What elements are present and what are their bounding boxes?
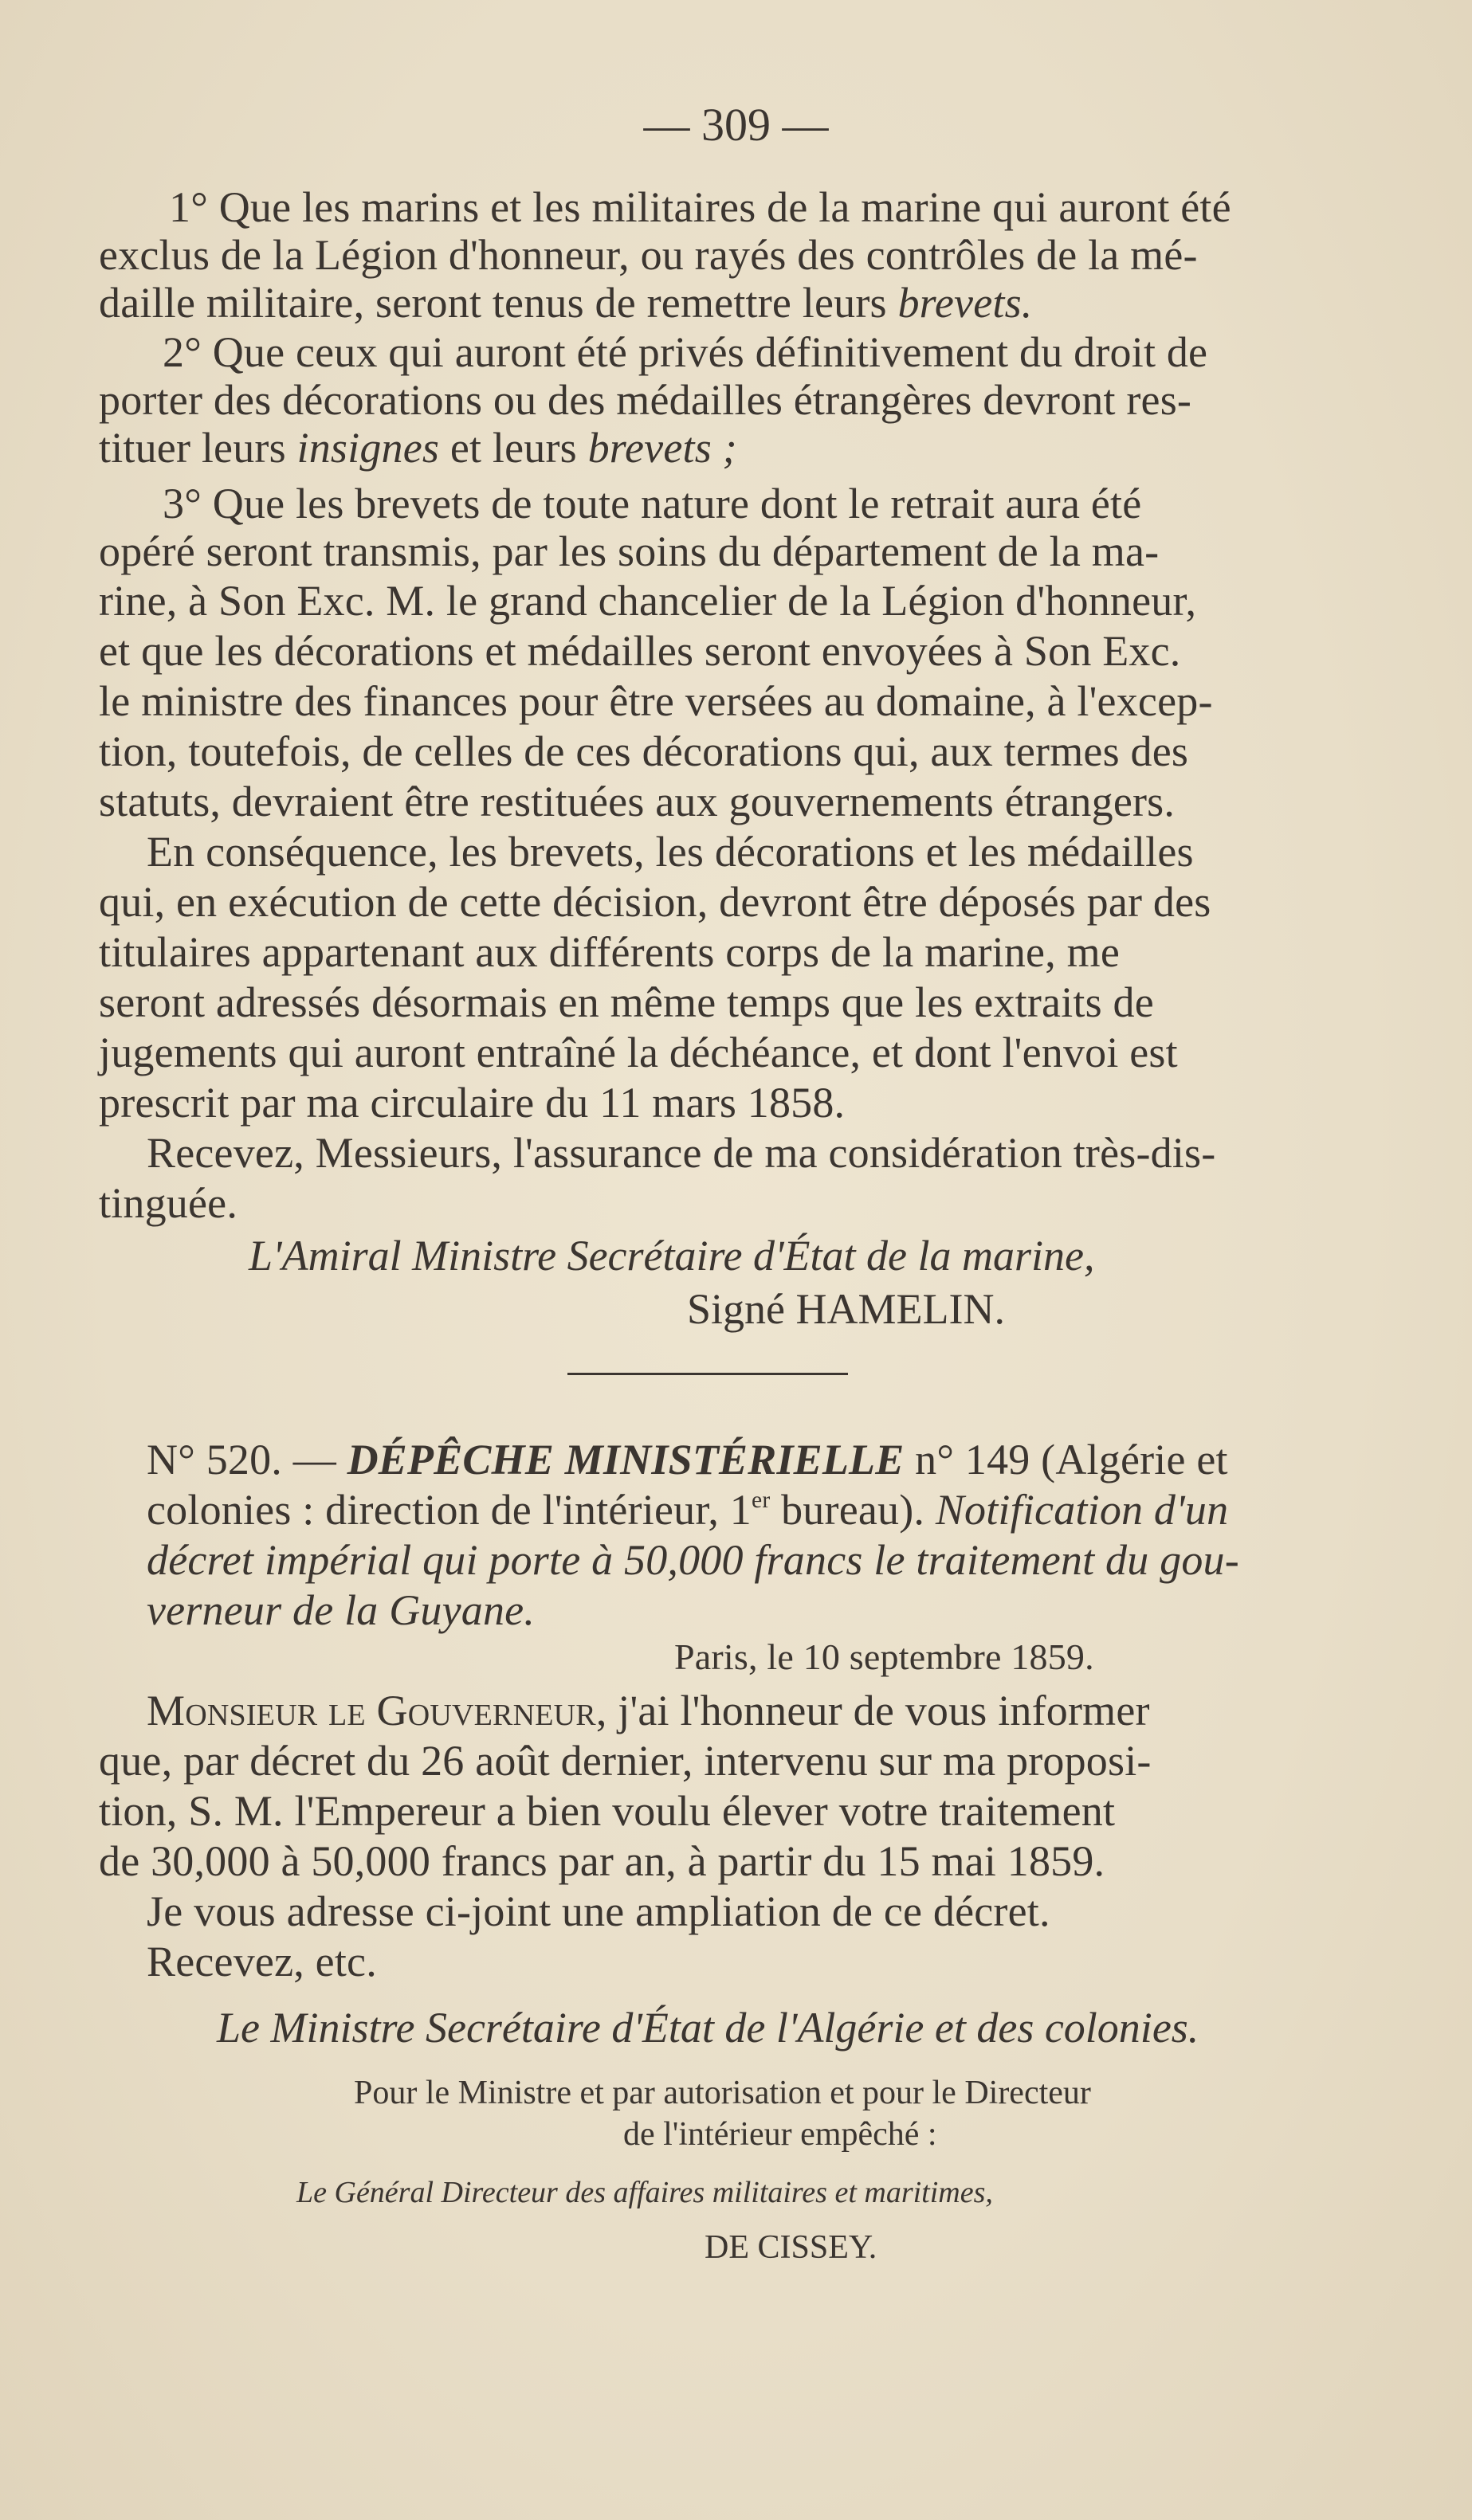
text-line: seront adressés désormais en même temps que les extraits de bbox=[99, 978, 1154, 1026]
text-line: daille militaire, seront tenus de remettre leurs brevets. bbox=[99, 279, 1033, 327]
text-line: prescrit par ma circulaire du 11 mars 1858. bbox=[99, 1079, 846, 1127]
text-line: rine, à Son Exc. M. le grand chancelier de la Légion d'honneur, bbox=[99, 577, 1197, 625]
dispatch-heading: décret impérial qui porte à 50,000 francs le traitement du gou- bbox=[147, 1536, 1239, 1584]
dispatch-date: Paris, le 10 septembre 1859. bbox=[674, 1636, 1094, 1677]
text-line: Recevez, Messieurs, l'assurance de ma considération très-dis- bbox=[147, 1129, 1216, 1177]
text-line: porter des décorations ou des médailles étrangères devront res- bbox=[99, 376, 1192, 424]
text-line: et que les décorations et médailles seront envoyées à Son Exc. bbox=[99, 627, 1181, 675]
signature-name: Signé HAMELIN. bbox=[687, 1285, 1005, 1333]
signature-name: DE CISSEY. bbox=[705, 2229, 877, 2266]
signature-line: Pour le Ministre et par autorisation et pour le Directeur bbox=[354, 2075, 1091, 2111]
text-line: de 30,000 à 50,000 francs par an, à partir du 15 mai 1859. bbox=[99, 1837, 1105, 1885]
dispatch-heading: N° 520. — DÉPÊCHE MINISTÉRIELLE n° 149 (Algérie et bbox=[147, 1436, 1228, 1483]
dispatch-heading: colonies : direction de l'intérieur, 1er bureau). Notification d'un bbox=[147, 1486, 1229, 1534]
text-line: tion, S. M. l'Empereur a bien voulu élever votre traitement bbox=[99, 1787, 1116, 1835]
page-number: — 309 — bbox=[643, 99, 829, 151]
text-line: que, par décret du 26 août dernier, intervenu sur ma proposi- bbox=[99, 1737, 1152, 1785]
text-line: Monsieur le Gouverneur, j'ai l'honneur de vous informer bbox=[147, 1687, 1150, 1734]
text-line: tituer leurs insignes et leurs brevets ; bbox=[99, 424, 737, 472]
text-line: titulaires appartenant aux différents corps de la marine, me bbox=[99, 928, 1120, 976]
text-line: opéré seront transmis, par les soins du département de la ma- bbox=[99, 527, 1160, 575]
signature-line: Le Général Directeur des affaires militaires et maritimes, bbox=[296, 2176, 993, 2209]
text-line: qui, en exécution de cette décision, devront être déposés par des bbox=[99, 878, 1211, 926]
text-line: Recevez, etc. bbox=[147, 1938, 377, 1985]
signature-line: de l'intérieur empêché : bbox=[623, 2116, 937, 2153]
text-line: tion, toutefois, de celles de ces décorations qui, aux termes des bbox=[99, 727, 1189, 775]
text-line: 3° Que les brevets de toute nature dont le retrait aura été bbox=[163, 480, 1142, 527]
text-line: 2° Que ceux qui auront été privés définitivement du droit de bbox=[163, 328, 1208, 376]
signature-title: Le Ministre Secrétaire d'État de l'Algérie et des colonies. bbox=[217, 2004, 1199, 2052]
text-line: 1° Que les marins et les militaires de la marine qui auront été bbox=[169, 183, 1231, 231]
text-line: En conséquence, les brevets, les décorations et les médailles bbox=[147, 828, 1194, 876]
text-line: exclus de la Légion d'honneur, ou rayés des contrôles de la mé- bbox=[99, 231, 1198, 279]
text-line: le ministre des finances pour être versées au domaine, à l'excep- bbox=[99, 677, 1213, 725]
text-line: tinguée. bbox=[99, 1179, 238, 1227]
section-divider bbox=[567, 1373, 848, 1375]
text-line: jugements qui auront entraîné la déchéance, et dont l'envoi est bbox=[99, 1029, 1178, 1076]
text-line: Je vous adresse ci-joint une ampliation de ce décret. bbox=[147, 1887, 1050, 1935]
dispatch-heading: verneur de la Guyane. bbox=[147, 1586, 536, 1634]
text-line: statuts, devraient être restituées aux gouvernements étrangers. bbox=[99, 778, 1176, 825]
signature-title: L'Amiral Ministre Secrétaire d'État de la marine, bbox=[249, 1232, 1095, 1280]
